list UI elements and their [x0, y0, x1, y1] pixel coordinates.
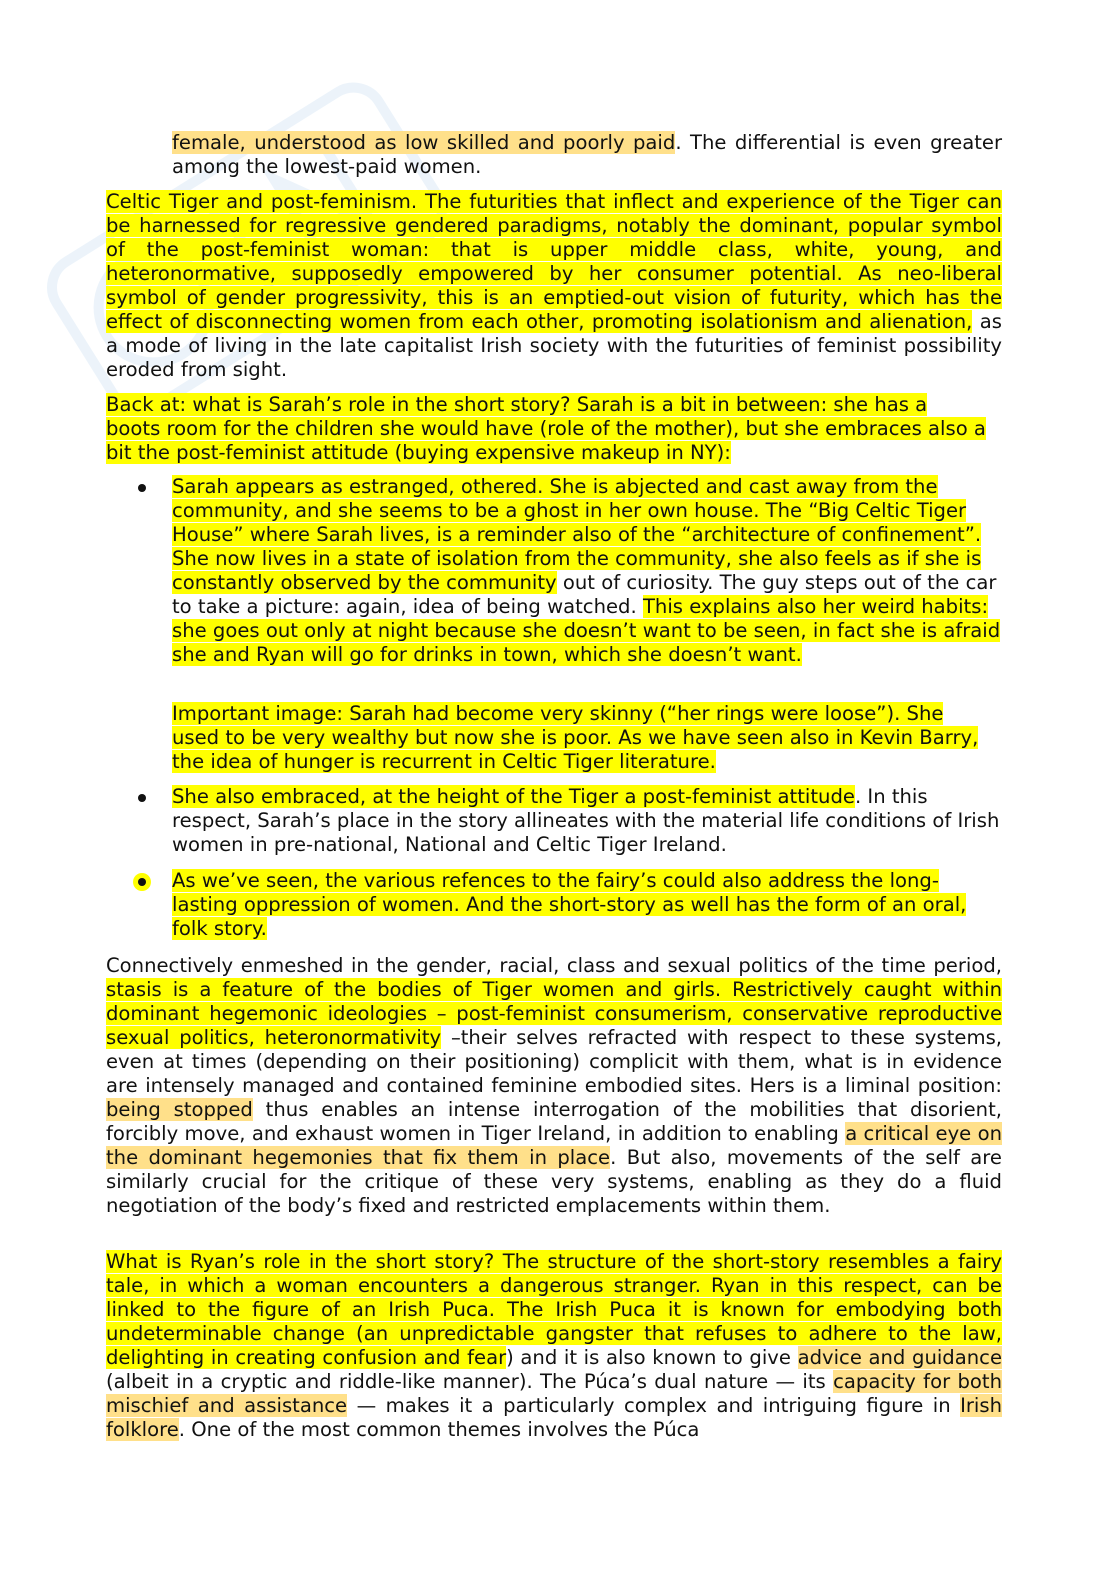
- bullet-marker: [138, 484, 146, 492]
- bullet-fairy-references: As we’ve seen, the various refences to the fairy’s could also address the long-lasting oppression of women. And the short-story as well has the form of an oral, folk story.: [172, 869, 967, 940]
- paragraph-wage-differential: female, understood as low skilled and poorly paid. The differential is even greater among the lowest-paid women.: [172, 131, 1002, 178]
- bullet-marker: [138, 878, 146, 886]
- paragraph-connectively-enmeshed: Connectively enmeshed in the gender, racial, class and sexual politics of the time period, stasis is a feature of the bodies of Tiger women and girls. Restrictively caught within dominant hegemonic ideologies – post-feminist consumerism, conservative reproductive sexual politics, heteronormativity –their selves refracted with respect to these systems, even at times (depending on their positioning) complicit with them, what is in evidence are intensely managed and contained feminine embodied sites. Hers is a liminal position: being stopped thus enables an intense interrogation of the mobilities that disorient, forcibly move, and exhaust women in Tiger Ireland, in addition to enabling a critical eye on the dominant hegemonies that fix them in place. But also, movements of the self are similarly crucial for the critique of these very systems, enabling as they do a fluid negotiation of the body’s fixed and restricted emplacements within them.: [106, 954, 1003, 1217]
- paragraph-important-image: Important image: Sarah had become very skinny (“her rings were loose”). She used to be very wealthy but now she is poor. As we have seen also in Kevin Barry, the idea of hunger is recurrent in Celtic Tiger literature.: [172, 702, 979, 773]
- paragraph-ryan-role: What is Ryan’s role in the short story? The structure of the short-story resembles a fairy tale, in which a woman encounters a dangerous stranger. Ryan in this respect, can be linked to the figure of an Irish Puca. The Irish Puca it is known for embodying both undeterminable change (an unpredictable gangster that refuses to adhere to the law, delighting in creating confusion and fear) and it is also known to give advice and guidance (albeit in a cryptic and riddle-like manner). The Púca’s dual nature — its capacity for both mischief and assistance — makes it a particularly complex and intriguing figure in Irish folklore. One of the most common themes involves the Púca: [106, 1250, 1002, 1441]
- paragraph-celtic-tiger-post-feminism: Celtic Tiger and post-feminism. The futurities that inflect and experience of the Tiger can be harnessed for regressive gendered paradigms, notably the dominant, popular symbol of the post-feminist woman: that is upper middle class, white, young, and heteronormative, supposedly empowered by her consumer potential. As neo-liberal symbol of gender progressivity, this is an emptied-out vision of futurity, which has the effect of disconnecting women from each other, promoting isolationism and alienation, as a mode of living in the late capitalist Irish society with the futurities of feminist possibility eroded from sight.: [106, 190, 1003, 381]
- bullet-sarah-estranged: Sarah appears as estranged, othered. She is abjected and cast away from the community, and she seems to be a ghost in her own house. The “Big Celtic Tiger House” where Sarah lives, is a reminder also of the “architecture of confinement”. She now lives in a state of isolation from the community, she also feels as if she is constantly observed by the community out of curiosity. The guy steps out of the car to take a picture: again, idea of being watched. This explains also her weird habits: she goes out only at night because she doesn’t want to be seen, in fact she is afraid she and Ryan will go for drinks in town, which she doesn’t want.: [172, 475, 1001, 666]
- paragraph-sarah-role: Back at: what is Sarah’s role in the short story? Sarah is a bit in between: she has a boots room for the children she would have (role of the mother), but she embraces also a bit the post-feminist attitude (buying expensive makeup in NY):: [106, 393, 986, 464]
- bullet-post-feminist-attitude: She also embraced, at the height of the Tiger a post-feminist attitude. In this respect, Sarah’s place in the story allineates with the material life conditions of Irish women in pre-national, National and Celtic Tiger Ireland.: [172, 785, 1000, 856]
- bullet-marker: [138, 794, 146, 802]
